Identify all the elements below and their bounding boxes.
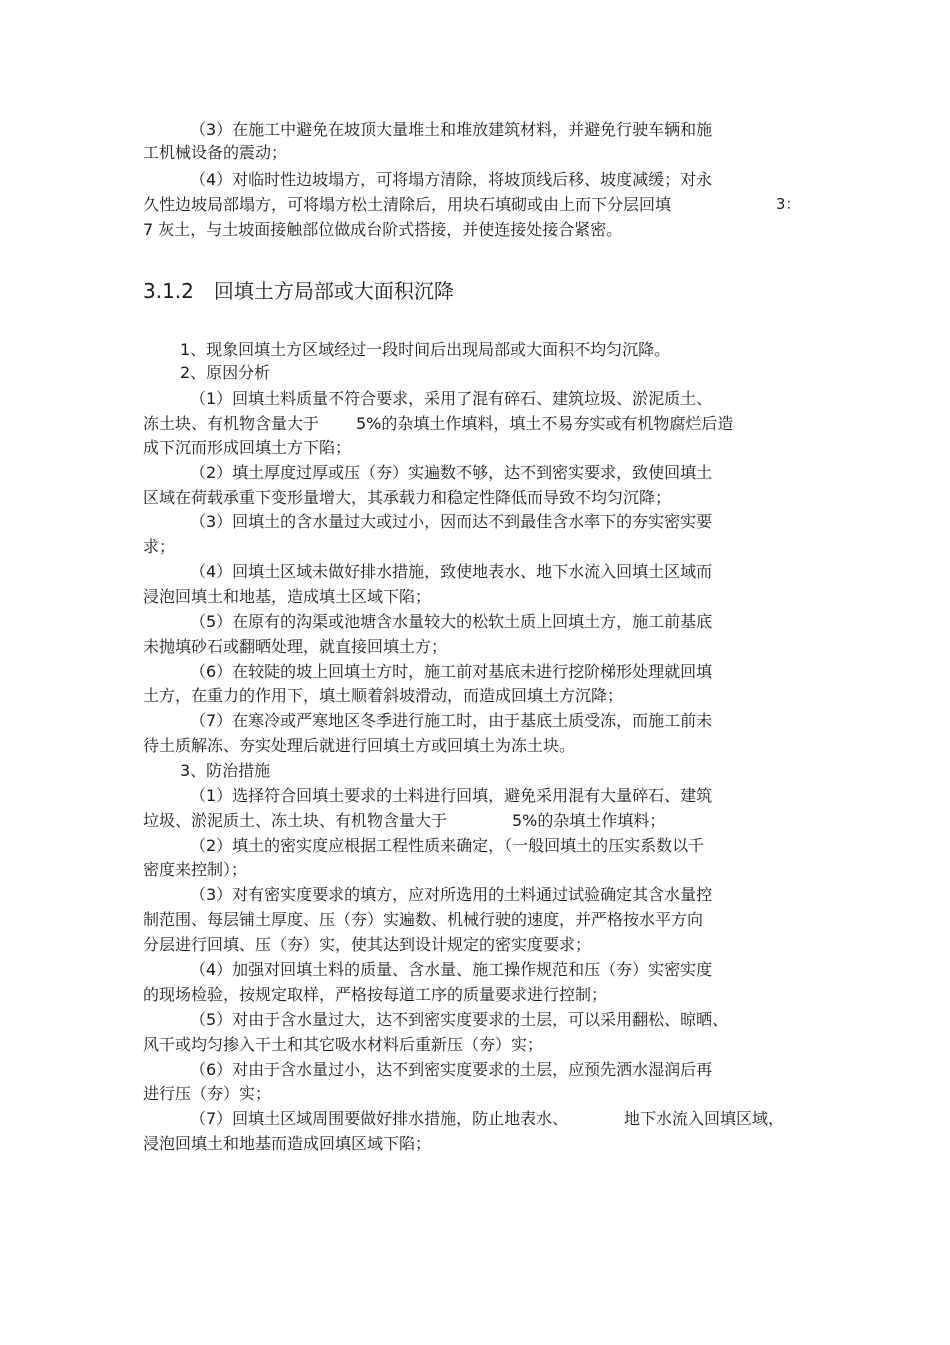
text-line: 进行压（夯）实； — [143, 1084, 272, 1103]
text-line: （2）填土的密实度应根据工程性质来确定，（一般回填土的压实系数以千 — [190, 836, 705, 855]
text-line: 成下沉而形成回填土方下陷； — [143, 438, 352, 457]
text-line: （3）在施工中避免在坡顶大量堆土和堆放建筑材料，并避免行驶车辆和施 — [190, 120, 713, 139]
section-title: 回填土方局部或大面积沉降 — [213, 279, 454, 303]
text-line: 土方，在重力的作用下，填土顺着斜坡滑动，而造成回填土方沉降； — [143, 686, 624, 705]
text-line: 地下水流入回填区域， — [624, 1109, 785, 1128]
text-line: 垃圾、淤泥质土、冻土块、有机物含量大于 — [143, 811, 448, 830]
text-line: 3、防治措施 — [180, 761, 271, 780]
text-line: （4）加强对回填土料的质量、含水量、施工操作规范和压（夯）实密实度 — [190, 960, 713, 979]
text-line: 分层进行回填、压（夯）实，使其达到设计规定的密实度要求； — [143, 935, 592, 954]
text-line: 5%的杂填土作填料； — [512, 811, 666, 830]
text-line: （3）对有密实度要求的填方，应对所选用的土料通过试验确定其含水量控 — [190, 885, 713, 904]
text-line: 浸泡回填土和地基而造成回填区域下陷； — [143, 1134, 432, 1153]
text-line: （1）选择符合回填土要求的土料进行回填，避免采用混有大量碎石、建筑 — [190, 786, 713, 805]
text-line: （5）在原有的沟渠或池塘含水量较大的松软土质上回填土方，施工前基底 — [190, 612, 713, 631]
text-line: 制范围、每层铺土厚度、压（夯）实遍数、机械行驶的速度，并严格按水平方向 — [143, 910, 704, 929]
text-line: 风干或均匀掺入干土和其它吸水材料后重新压（夯）实； — [143, 1035, 544, 1054]
text-line: 久性边坡局部塌方，可将塌方松土清除后，用块石填砌或由上而下分层回填 — [143, 195, 672, 214]
text-line: （6）在较陡的坡上回填土方时，施工前对基底未进行挖阶梯形处理就回填 — [190, 662, 713, 681]
text-line: 浸泡回填土和地基，造成填土区域下陷； — [143, 587, 432, 606]
text-line: （6）对由于含水量过小，达不到密实度要求的土层，应预先洒水湿润后再 — [190, 1060, 713, 1079]
text-line: （5）对由于含水量过大，达不到密实度要求的土层，可以采用翻松、晾晒、 — [190, 1010, 729, 1029]
text-line: （7）回填土区域周围要做好排水措施，防止地表水、 — [190, 1109, 569, 1128]
text-line: 1、现象回填土方区域经过一段时间后出现局部或大面积不均匀沉降。 — [180, 340, 671, 359]
text-line: （2）填土厚度过厚或压（夯）实遍数不够，达不到密实要求，致使回填土 — [190, 463, 713, 482]
text-line: 5%的杂填土作填料，填土不易夯实或有机物腐烂后造 — [356, 414, 734, 433]
text-line: （7）在寒冷或严寒地区冬季进行施工时，由于基底土质受冻，而施工前未 — [190, 711, 713, 730]
text-line: 3： — [776, 196, 801, 213]
text-line: （1）回填土料质量不符合要求，采用了混有碎石、建筑垃圾、淤泥质土、 — [190, 389, 713, 408]
text-line: 工机械设备的震动； — [143, 143, 288, 162]
section-heading — [143, 278, 454, 304]
section-number: 3.1.2 — [143, 279, 194, 303]
text-line: 求； — [143, 537, 176, 556]
text-line: 2、原因分析 — [180, 363, 271, 382]
text-line: 未抛填砂石或翻晒处理，就直接回填土方； — [143, 637, 448, 656]
text-line: （4）回填土区域未做好排水措施，致使地表水、地下水流入回填土区域而 — [190, 562, 713, 581]
text-line: （3）回填土的含水量过大或过小，因而达不到最佳含水率下的夯实密实要 — [190, 512, 713, 531]
text-line: 密度来控制）； — [143, 860, 248, 879]
text-line: 7 灰土，与土坡面接触部位做成台阶式搭接，并使连接处接合紧密。 — [143, 220, 623, 239]
text-line: 区域在荷载承重下变形量增大，其承载力和稳定性降低而导致不均匀沉降； — [143, 488, 672, 507]
text-line: （4）对临时性边坡塌方，可将塌方清除，将坡顶线后移、坡度减缓；对永 — [190, 170, 713, 189]
text-line: 的现场检验，按规定取样，严格按每道工序的质量要求进行控制； — [143, 985, 608, 1004]
text-line: 待土质解冻、夯实处理后就进行回填土方或回填土为冻土块。 — [143, 736, 576, 755]
text-line: 冻土块、有机物含量大于 — [143, 414, 320, 433]
